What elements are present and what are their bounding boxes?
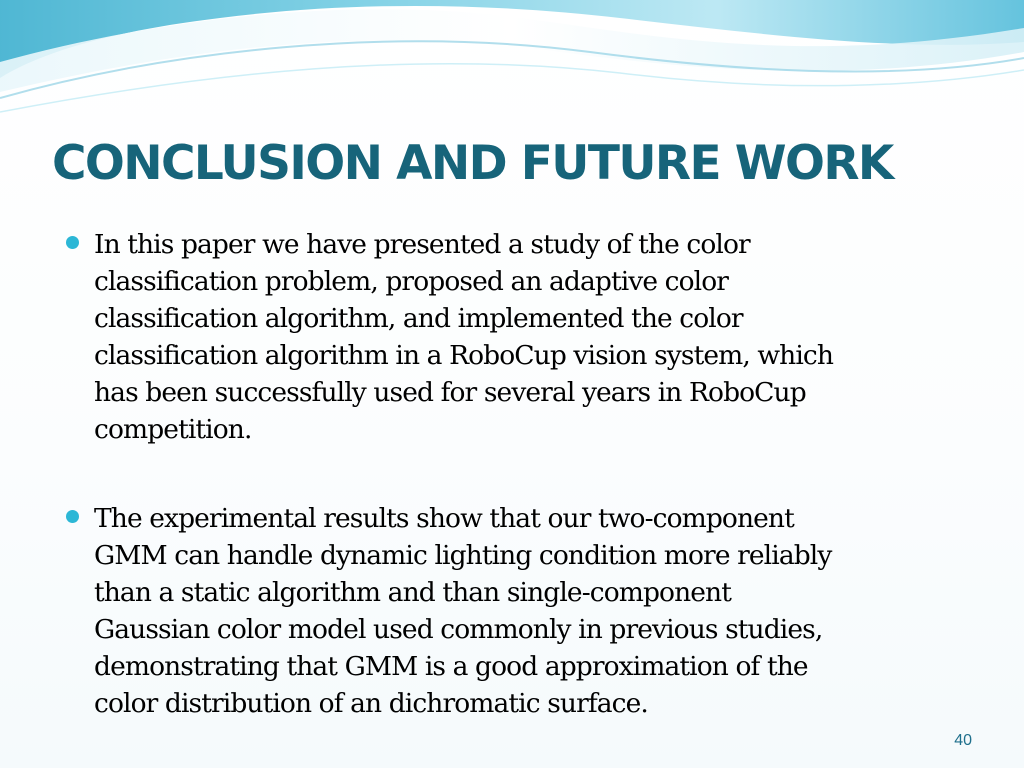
bullet-text-line: has been successfully used for several years in RoboCup [94, 377, 806, 408]
bullet-icon [66, 510, 79, 523]
bullet-text-line: The experimental results show that our two-component [94, 503, 794, 534]
bullet-text-line: classification algorithm, and implemented the color [94, 303, 743, 334]
bullet-text-line: classification problem, proposed an adaptive color [94, 266, 729, 297]
bullet-item [66, 500, 986, 722]
bullet-list [66, 226, 986, 722]
bullet-text-line: Gaussian color model used commonly in previous studies, [94, 614, 823, 645]
bullet-text-line: color distribution of an dichromatic surface. [94, 688, 648, 719]
bullet-text-line: than a static algorithm and than single-component [94, 577, 731, 608]
bullet-text-line: classification algorithm in a RoboCup vision system, which [94, 340, 834, 371]
page-number: 40 [954, 732, 972, 749]
header-wave-decoration [0, 0, 1024, 130]
bullet-text-line: demonstrating that GMM is a good approximation of the [94, 651, 808, 682]
bullet-text-line: In this paper we have presented a study of the color [94, 229, 750, 260]
bullet-text-line: competition. [94, 414, 252, 445]
bullet-icon [66, 236, 79, 249]
bullet-item [66, 226, 986, 448]
bullet-text-line: GMM can handle dynamic lighting condition more reliably [94, 540, 832, 571]
slide-title: CONCLUSION AND FUTURE WORK [52, 136, 893, 191]
